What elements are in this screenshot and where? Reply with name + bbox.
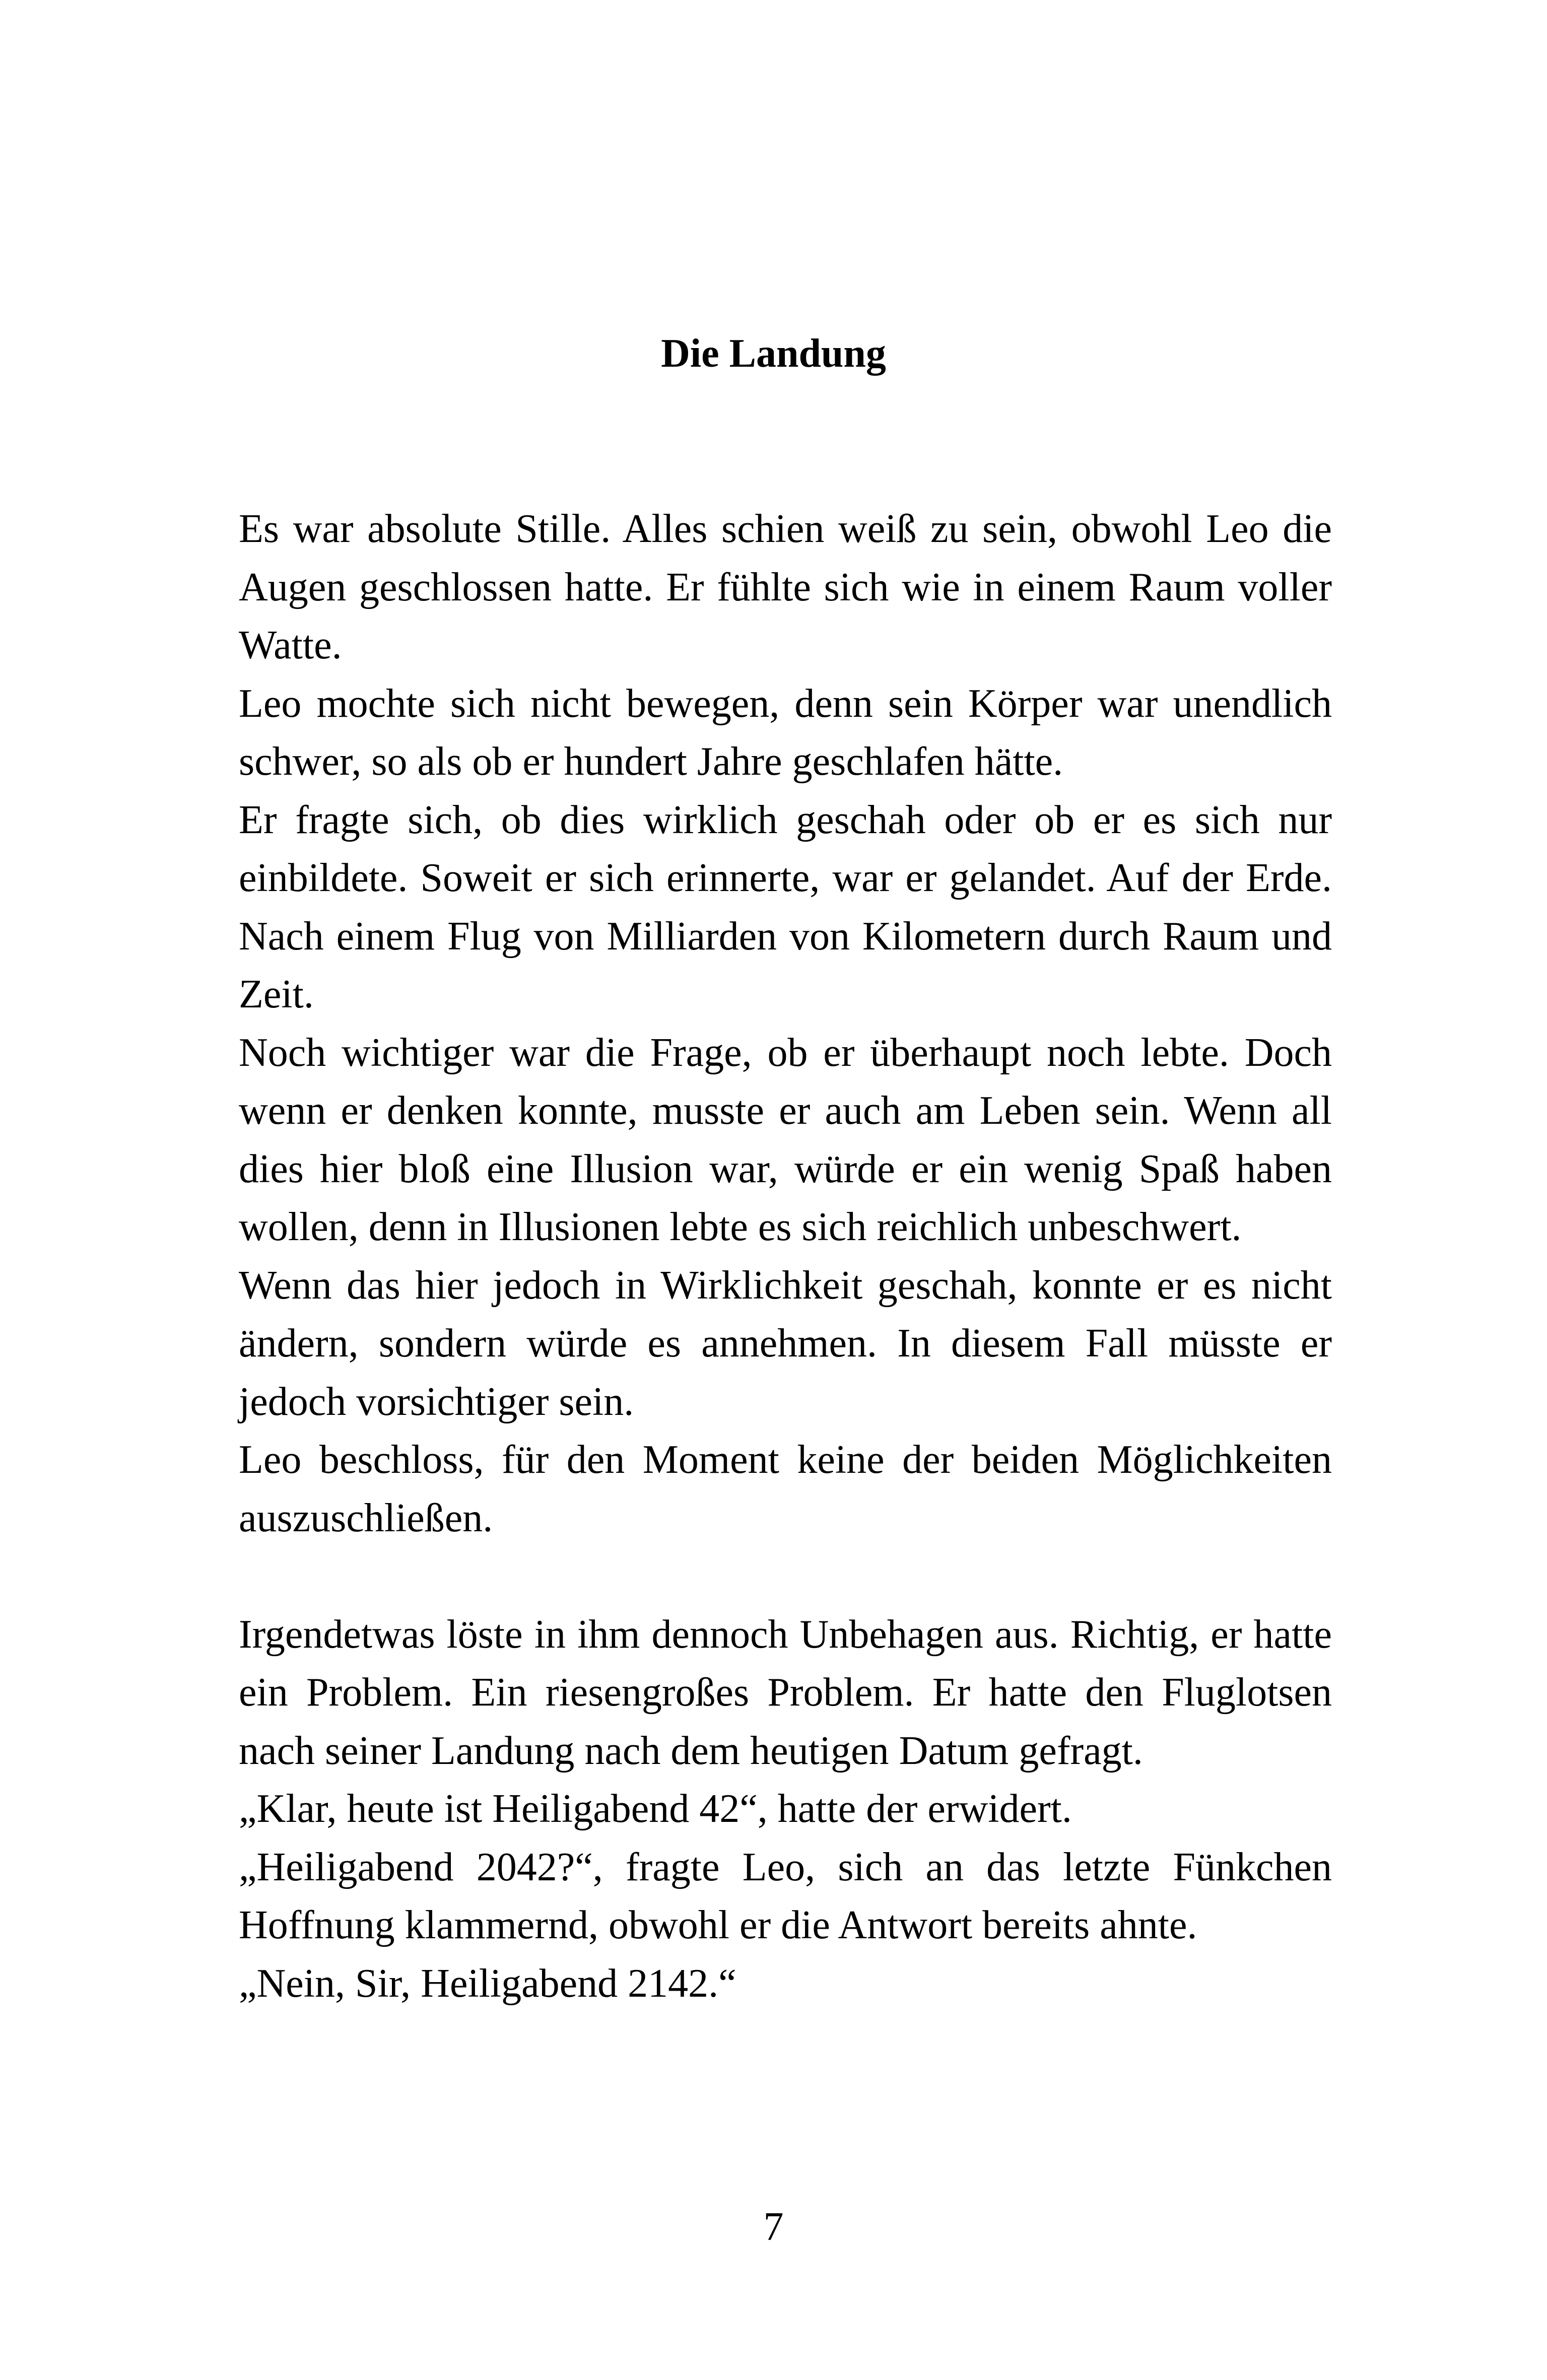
dialogue-line: „Klar, heute ist Heiligabend 42“, hatte der erwidert. — [239, 1787, 1072, 1831]
page-number: 7 — [763, 2205, 784, 2249]
paragraph: Irgendetwas löste in ihm dennoch Unbehagen aus. Richtig, er hatte ein Problem. Ein riesengroßes Problem. Er hatte den Fluglotsen nach seiner Landung nach dem heutigen Datum gefragt. — [239, 1612, 1332, 1773]
chapter-title: Die Landung — [661, 331, 886, 376]
paragraph: Er fragte sich, ob dies wirklich geschah oder ob er es sich nur einbildete. Soweit er sich erinnerte, war er gelandet. Auf der Erde. Nach einem Flug von Milliarden von Kilometern durch Raum und Zeit. — [239, 797, 1332, 1016]
paragraph: Leo beschloss, für den Moment keine der beiden Möglichkeiten auszuschließen. — [239, 1438, 1332, 1540]
paragraph: Es war absolute Stille. Alles schien weiß zu sein, obwohl Leo die Augen geschlossen hatte. Er fühlte sich wie in einem Raum voller Watte. — [239, 507, 1332, 667]
paragraph: Noch wichtiger war die Frage, ob er überhaupt noch lebte. Doch wenn er denken konnte, musste er auch am Leben sein. Wenn all dies hier bloß eine Illusion war, würde er ein wenig Spaß haben wollen, denn in Illusionen lebte es sich reichlich unbeschwert. — [239, 1030, 1332, 1249]
paragraph: Wenn das hier jedoch in Wirklichkeit geschah, konnte er es nicht ändern, sondern würde es annehmen. In diesem Fall müsste er jedoch vorsichtiger sein. — [239, 1263, 1332, 1424]
section-break — [239, 1547, 1332, 1606]
dialogue-line: „Heiligabend 2042?“, fragte Leo, sich an das letzte Fünkchen Hoffnung klammernd, obwohl er die Antwort bereits ahnte. — [239, 1845, 1332, 1947]
chapter-body — [239, 500, 1332, 2013]
dialogue-line: „Nein, Sir, Heiligabend 2142.“ — [239, 1961, 736, 2006]
paragraph: Leo mochte sich nicht bewegen, denn sein Körper war unendlich schwer, so als ob er hundert Jahre geschlafen hätte. — [239, 681, 1332, 784]
